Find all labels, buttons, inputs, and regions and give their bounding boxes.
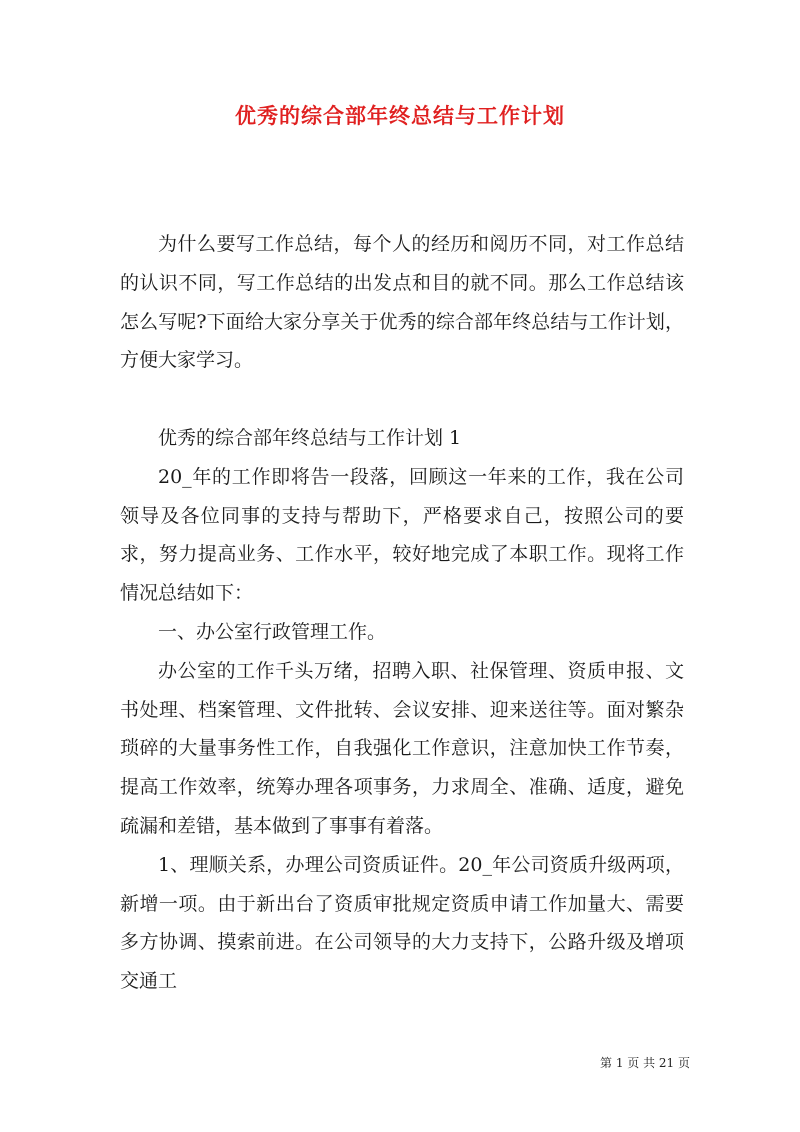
document-title: 优秀的综合部年终总结与工作计划 (235, 103, 565, 128)
section-heading: 优秀的综合部年终总结与工作计划 1 (158, 426, 462, 449)
page-number: 第 1 页 共 21 页 (600, 1056, 690, 1070)
body-paragraph: 办公室的工作千头万绪，招聘入职、社保管理、资质申报、文书处理、档案管理、文件批转、会议安排、迎来送往等。面对繁杂琐碎的大量事务性工作，自我强化工作意识，注意加快工作节奏，提高工作效率，统筹办理各项事务，力求周全、准确、适度，避免疏漏和差错，基本做到了事事有着落。 (120, 659, 684, 837)
document-body (120, 225, 684, 1001)
body-paragraph: 1、理顺关系，办理公司资质证件。20_年公司资质升级两项，新增一项。由于新出台了资质审批规定资质申请工作加量大、需要多方协调、摸索前进。在公司领导的大力支持下，公路升级及增项交通工 (120, 853, 684, 993)
subsection-heading: 一、办公室行政管理工作。 (158, 620, 387, 643)
body-paragraph: 20_年的工作即将告一段落，回顾这一年来的工作，我在公司领导及各位同事的支持与帮助下，严格要求自己，按照公司的要求，努力提高业务、工作水平，较好地完成了本职工作。现将工作情况总结如下： (120, 465, 684, 605)
intro-paragraph: 为什么要写工作总结，每个人的经历和阅历不同，对工作总结的认识不同，写工作总结的出发点和目的就不同。那么工作总结该怎么写呢?下面给大家分享关于优秀的综合部年终总结与工作计划，方便大家学习。 (120, 233, 684, 372)
paragraph-spacer (120, 380, 684, 419)
